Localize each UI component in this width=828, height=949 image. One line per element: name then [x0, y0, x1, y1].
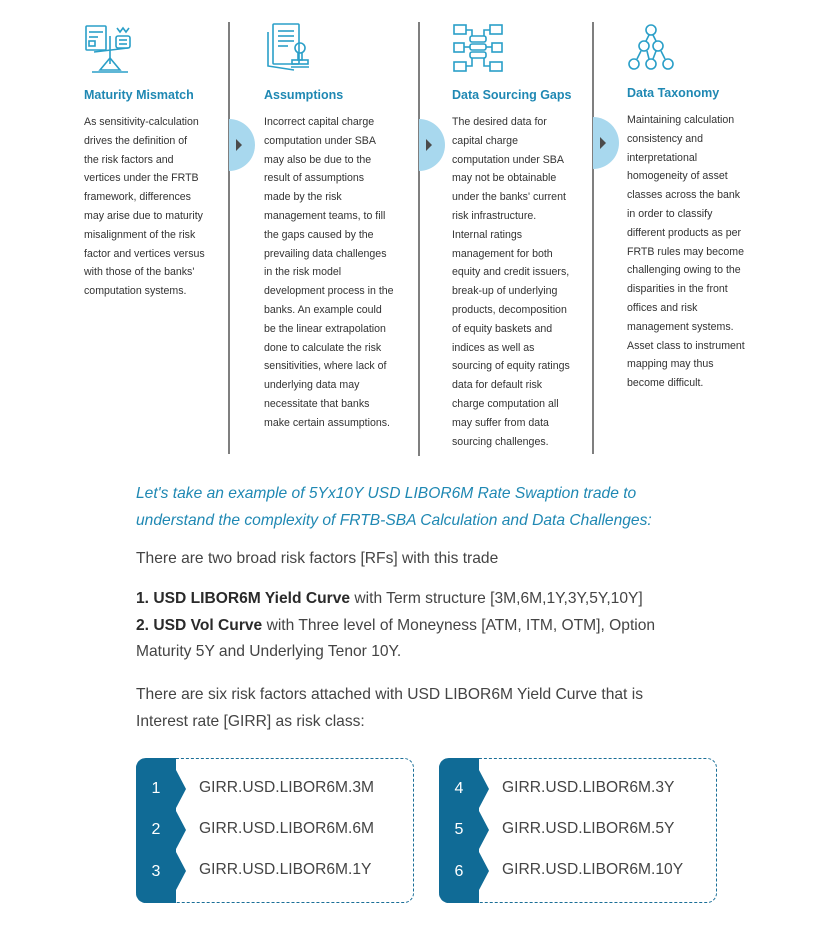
- factor-number: 1: [151, 780, 161, 797]
- broad-risk-factors-text: There are two broad risk factors [RFs] with this trade: [136, 550, 499, 567]
- risk-factor-list: [136, 586, 655, 666]
- body-line: Internal ratings: [452, 228, 523, 241]
- body-line: homogeneity of asset: [627, 170, 728, 183]
- body-line: framework, differences: [84, 191, 191, 204]
- factor-number: 4: [454, 780, 464, 797]
- body-line: Maintaining calculation: [627, 114, 735, 126]
- body-line: done to calculate the risk: [264, 341, 382, 354]
- body-line: sensitivities, where lack of: [264, 360, 387, 373]
- body-line: different products as per: [627, 226, 742, 239]
- body-line: management teams, to fill: [264, 209, 386, 222]
- document-stamp-icon: [264, 22, 316, 74]
- column-body: [84, 113, 205, 301]
- box-chevron-icon: [174, 758, 188, 903]
- body-line: under the banks' current: [452, 191, 566, 204]
- body-line: break-up of underlying: [452, 285, 558, 298]
- body-line: the gaps caused by the: [264, 228, 374, 241]
- body-line: mapping may thus: [627, 358, 714, 371]
- factor-code: GIRR.USD.LIBOR6M.5Y: [502, 820, 675, 837]
- factor-code: GIRR.USD.LIBOR6M.3M: [199, 779, 375, 796]
- risk-factor-2-detail: with Three level of Moneyness [ATM, ITM, OTM], Option: [262, 616, 656, 634]
- body-line: computation under SBA: [264, 134, 376, 147]
- hierarchy-tree-icon: [627, 22, 679, 74]
- risk-factor-2-name: 2. USD Vol Curve: [136, 616, 263, 634]
- body-line: in order to classify: [627, 207, 713, 220]
- intro-line: understand the complexity of FRTB-SBA Calculation and Data Challenges:: [136, 512, 652, 529]
- body-line: interpretational: [627, 151, 698, 164]
- column-body: [264, 113, 394, 433]
- body-line: result of assumptions: [264, 172, 365, 185]
- body-line: charge computation all: [452, 397, 559, 410]
- column-divider: [228, 22, 230, 454]
- body-line: banks. An example could: [264, 303, 382, 316]
- risk-factor-1-name: 1. USD LIBOR6M Yield Curve: [136, 590, 351, 607]
- six-line: Interest rate [GIRR] as risk class:: [136, 712, 365, 730]
- body-line: may not be obtainable: [452, 172, 557, 185]
- body-line: misalignment of the risk: [84, 228, 196, 241]
- body-line: management systems.: [627, 320, 734, 333]
- factor-number: 6: [454, 863, 464, 880]
- factor-number: 2: [151, 821, 161, 838]
- risk-factor-box-left: [136, 758, 414, 903]
- risk-factor-2: [136, 613, 655, 640]
- chevron-right-icon: [229, 119, 259, 171]
- body-line: be the linear extrapolation: [264, 322, 386, 335]
- factor-code: GIRR.USD.LIBOR6M.3Y: [502, 779, 675, 796]
- body-line: management for both: [452, 247, 553, 260]
- body-line: of equity baskets and: [452, 322, 553, 335]
- body-line: made by the risk: [264, 191, 342, 204]
- body-line: Incorrect capital charge: [264, 116, 375, 128]
- body-line: the risk factors and: [84, 153, 174, 166]
- body-line: risk infrastructure.: [452, 209, 537, 222]
- body-line: may suffer from data: [452, 416, 549, 429]
- box-chevron-icon: [477, 758, 491, 903]
- body-line: computation under SBA: [452, 153, 564, 166]
- body-line: data for default risk: [452, 379, 543, 392]
- body-line: products, decomposition: [452, 303, 567, 316]
- body-line: equity and credit issuers,: [452, 266, 570, 279]
- risk-factor-2-detail-cont: Maturity 5Y and Underlying Tenor 10Y.: [136, 643, 402, 660]
- database-network-icon: [452, 22, 504, 74]
- scale-chart-icon: [84, 22, 136, 74]
- body-line: prevailing data challenges: [264, 247, 387, 260]
- column-body: [627, 111, 745, 393]
- risk-factor-1-detail: with Term structure [3M,6M,1Y,3Y,5Y,10Y]: [350, 590, 643, 607]
- body-line: underlying data may: [264, 379, 360, 392]
- body-line: capital charge: [452, 134, 518, 147]
- body-line: development process in the: [264, 285, 394, 298]
- body-line: FRTB rules may become: [627, 245, 744, 258]
- factor-code: GIRR.USD.LIBOR6M.10Y: [502, 861, 684, 878]
- body-line: become difficult.: [627, 377, 704, 390]
- column-title: Data Taxonomy: [627, 86, 720, 100]
- intro-line: Let's take an example of 5Yx10Y USD LIBOR6M Rate Swaption trade to: [136, 485, 637, 502]
- column-divider: [592, 22, 594, 454]
- column-divider: [418, 22, 420, 456]
- body-line: consistency and: [627, 132, 703, 145]
- body-line: classes across the bank: [627, 189, 741, 202]
- body-line: As sensitivity-calculation: [84, 116, 199, 128]
- body-line: challenging owing to the: [627, 264, 741, 277]
- body-line: necessitate that banks: [264, 397, 370, 410]
- body-line: make certain assumptions.: [264, 416, 391, 429]
- body-line: may also be due to the: [264, 153, 372, 166]
- body-line: sourcing challenges.: [452, 435, 549, 448]
- risk-factor-box-right: [439, 758, 717, 903]
- body-line: drives the definition of: [84, 134, 188, 147]
- intro-text: [136, 480, 652, 534]
- chevron-right-icon: [419, 119, 449, 171]
- column-title: Assumptions: [264, 88, 344, 102]
- factor-number: 3: [151, 863, 161, 880]
- column-title: Maturity Mismatch: [84, 88, 194, 102]
- body-line: offices and risk: [627, 301, 698, 314]
- body-line: computation systems.: [84, 285, 187, 298]
- body-line: The desired data for: [452, 116, 547, 128]
- six-line: There are six risk factors attached with USD LIBOR6M Yield Curve that is: [136, 686, 643, 703]
- body-line: factor and vertices versus: [84, 247, 205, 260]
- body-line: may arise due to maturity: [84, 209, 203, 222]
- chevron-right-icon: [593, 117, 623, 169]
- factor-code: GIRR.USD.LIBOR6M.6M: [199, 820, 375, 837]
- risk-factor-1: [136, 586, 655, 613]
- body-line: indices as well as: [452, 341, 535, 354]
- body-line: Asset class to instrument: [627, 339, 745, 352]
- body-line: with those of the banks': [84, 266, 195, 279]
- column-body: [452, 113, 570, 451]
- body-line: sourcing of equity ratings: [452, 360, 570, 373]
- column-title: Data Sourcing Gaps: [452, 88, 572, 102]
- six-risk-factors-text: [136, 682, 643, 735]
- body-line: disparities in the front: [627, 283, 728, 296]
- factor-number: 5: [454, 821, 464, 838]
- body-line: in the risk model: [264, 266, 342, 279]
- body-line: vertices under the FRTB: [84, 172, 199, 185]
- factor-code: GIRR.USD.LIBOR6M.1Y: [199, 861, 372, 878]
